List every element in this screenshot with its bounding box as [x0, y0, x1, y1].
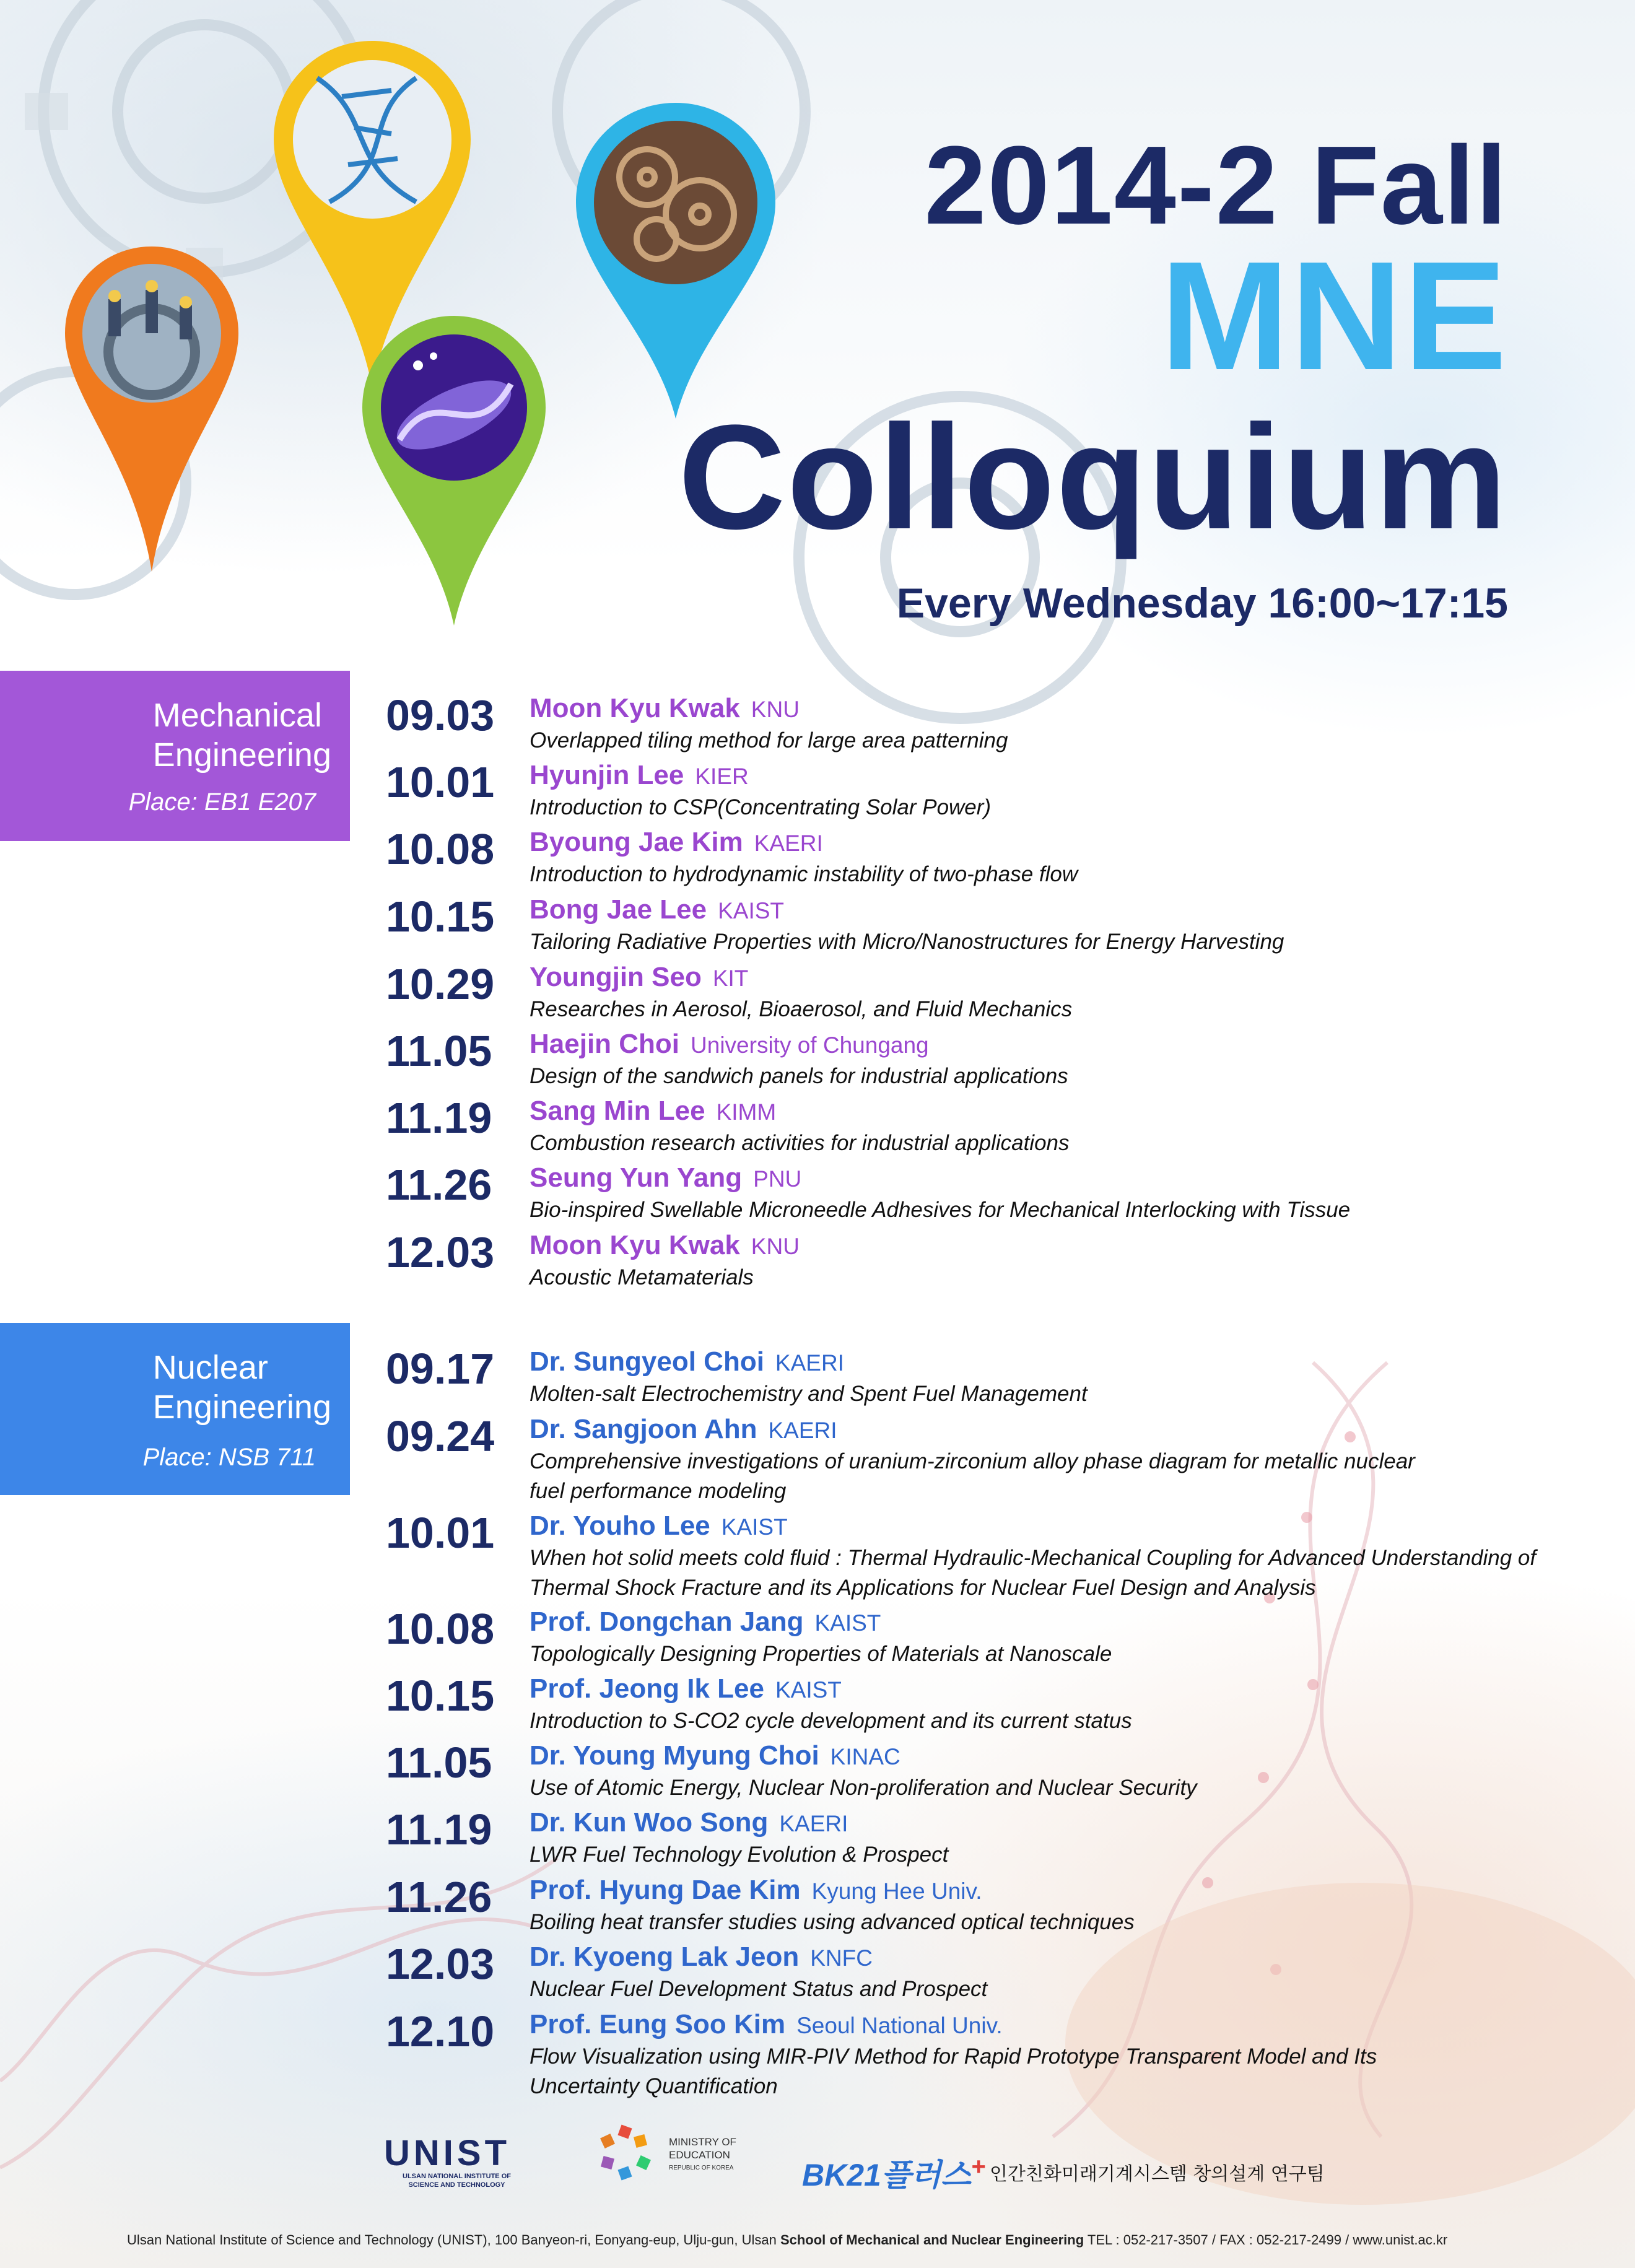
- talk-topic: Molten-salt Electrochemistry and Spent Fuel Management: [530, 1382, 1088, 1406]
- talk-topic: LWR Fuel Technology Evolution & Prospect: [530, 1843, 949, 1867]
- entry-date: 11.26: [386, 1161, 492, 1209]
- moe-line2: EDUCATION: [669, 2149, 730, 2161]
- mechanical-section-label: [0, 671, 350, 841]
- speaker-name: Dr. Young Myung Choi: [530, 1740, 819, 1771]
- entry-date: 10.15: [386, 1672, 495, 1720]
- talk-topic: Researches in Aerosol, Bioaerosol, and Fluid Mechanics: [530, 997, 1073, 1021]
- talk-topic: Overlapped tiling method for large area patterning: [530, 728, 1008, 752]
- entry-date: 10.29: [386, 960, 495, 1008]
- speaker-affiliation: KAERI: [779, 1811, 848, 1836]
- title-colloquium: Colloquium: [678, 394, 1508, 560]
- speaker-name: Haejin Choi: [530, 1029, 680, 1059]
- speaker-affiliation: KAIST: [814, 1610, 881, 1636]
- talk-topic: Introduction to hydrodynamic instability of two-phase flow: [530, 862, 1078, 886]
- speaker-name: Prof. Dongchan Jang: [530, 1607, 804, 1637]
- bk21-logo: [802, 2150, 985, 2195]
- speaker-name: Sang Min Lee: [530, 1096, 705, 1126]
- talk-topic: Topologically Designing Properties of Materials at Nanoscale: [530, 1642, 1112, 1666]
- moe-line1: MINISTRY OF: [669, 2136, 736, 2148]
- talk-topic: Nuclear Fuel Development Status and Prospect: [530, 1977, 988, 2001]
- title-year-term: 2014-2 Fall: [924, 123, 1508, 248]
- talk-topic: Acoustic Metamaterials: [530, 1265, 754, 1289]
- footer: [127, 2232, 1447, 2248]
- entry-date: 11.05: [386, 1027, 492, 1075]
- moe-sub: REPUBLIC OF KOREA: [669, 2165, 734, 2171]
- speaker-name: Prof. Jeong Ik Lee: [530, 1673, 764, 1704]
- footer-address: Ulsan National Institute of Science and Technology (UNIST), 100 Banyeon-ri, Eonyang-eup, Ulju-gun, Ulsan: [127, 2232, 780, 2248]
- speaker-affiliation: KIT: [712, 966, 749, 991]
- unist-logo: [384, 2135, 530, 2189]
- speaker-affiliation: Kyung Hee Univ.: [811, 1878, 982, 1904]
- pin-blue: [576, 103, 775, 419]
- speaker-affiliation: University of Chungang: [691, 1032, 929, 1058]
- mechanical-place: Place: EB1 E207: [128, 788, 316, 816]
- bk21-plus-icon: +: [970, 2153, 986, 2181]
- speaker-affiliation: KAERI: [754, 831, 823, 856]
- speaker-affiliation: PNU: [753, 1166, 802, 1192]
- speaker-affiliation: KAIST: [721, 1514, 788, 1540]
- talk-topic: Introduction to S-CO2 cycle development and its current status: [530, 1709, 1132, 1733]
- entry-date: 10.01: [386, 1509, 495, 1557]
- entry-date: 12.03: [386, 1228, 495, 1276]
- speaker-name: Youngjin Seo: [530, 962, 702, 992]
- speaker-affiliation: KAERI: [768, 1418, 837, 1443]
- speaker-name: Dr. Kyoeng Lak Jeon: [530, 1942, 800, 1972]
- speaker-name: Moon Kyu Kwak: [530, 693, 740, 723]
- mechanical-label-line2: Engineering: [152, 736, 331, 774]
- unist-wordmark: UNIST: [384, 2133, 510, 2173]
- title-mne: MNE: [1160, 229, 1508, 402]
- nuclear-section-label: [0, 1323, 350, 1495]
- pin-orange: [65, 246, 238, 572]
- entry-date: 10.08: [386, 1605, 495, 1653]
- footer-contact: TEL : 052-217-3507 / FAX : 052-217-2499 / www.unist.ac.kr: [1084, 2232, 1448, 2248]
- bk21-wordmark: BK21플러스: [802, 2158, 971, 2192]
- talk-topic: When hot solid meets cold fluid : Thermal Hydraulic-Mechanical Coupling for Advanced Understanding of Thermal Shock Fracture and its Applications for Nuclear Fuel Design and Analysis: [530, 1546, 1537, 1600]
- talk-topic: Use of Atomic Energy, Nuclear Non-proliferation and Nuclear Security: [530, 1776, 1197, 1800]
- entry-date: 09.24: [386, 1412, 495, 1460]
- entry-date: 11.19: [386, 1094, 492, 1142]
- ministry-of-education-logo: [595, 2123, 768, 2185]
- speaker-name: Seung Yun Yang: [530, 1162, 743, 1193]
- speaker-name: Dr. Kun Woo Song: [530, 1807, 769, 1838]
- speaker-name: Prof. Eung Soo Kim: [530, 2009, 786, 2039]
- entry-date: 09.03: [386, 691, 495, 739]
- schedule-text: Every Wednesday 16:00~17:15: [896, 580, 1508, 627]
- unist-subtitle-line1: ULSAN NATIONAL INSTITUTE OF: [403, 2173, 511, 2180]
- speaker-name: Dr. Sungyeol Choi: [530, 1346, 764, 1377]
- entry-date: 10.01: [386, 758, 495, 806]
- entry-date: 11.19: [386, 1805, 492, 1854]
- entry-date: 11.05: [386, 1738, 492, 1787]
- ministry-emblem-icon: [595, 2123, 660, 2185]
- speaker-affiliation: Seoul National Univ.: [796, 2013, 1003, 2038]
- speaker-affiliation: KAERI: [775, 1350, 844, 1376]
- speaker-name: Prof. Hyung Dae Kim: [530, 1875, 801, 1905]
- lab-name: 인간친화미래기계시스템 창의설계 연구팀: [990, 2163, 1325, 2185]
- talk-topic: Comprehensive investigations of uranium-zirconium alloy phase diagram for metallic nuclear fuel performance modeling: [530, 1449, 1415, 1503]
- talk-topic: Boiling heat transfer studies using advanced optical techniques: [530, 1910, 1135, 1934]
- talk-topic: Flow Visualization using MIR-PIV Method for Rapid Prototype Transparent Model and Its Uncertainty Quantification: [530, 2044, 1377, 2098]
- talk-topic: Bio-inspired Swellable Microneedle Adhesives for Mechanical Interlocking with Tissue: [530, 1198, 1351, 1222]
- speaker-affiliation: KAIST: [775, 1677, 842, 1703]
- nuclear-place: Place: NSB 711: [142, 1444, 316, 1471]
- speaker-name: Dr. Youho Lee: [530, 1511, 710, 1541]
- entry-date: 12.10: [386, 2007, 495, 2056]
- pin-green: [362, 316, 546, 626]
- speaker-name: Dr. Sangjoon Ahn: [530, 1414, 757, 1444]
- speaker-name: Bong Jae Lee: [530, 894, 707, 925]
- nuclear-label-line1: Nuclear: [152, 1349, 268, 1386]
- nuclear-label-line2: Engineering: [152, 1389, 331, 1426]
- speaker-affiliation: KIMM: [716, 1099, 777, 1125]
- entry-date: 10.15: [386, 892, 495, 941]
- talk-topic: Combustion research activities for industrial applications: [530, 1131, 1070, 1155]
- talk-topic: Tailoring Radiative Properties with Micro/Nanostructures for Energy Harvesting: [530, 930, 1284, 954]
- unist-subtitle-line2: SCIENCE AND TECHNOLOGY: [408, 2181, 505, 2189]
- speaker-affiliation: KIER: [695, 764, 749, 789]
- speaker-name: Hyunjin Lee: [530, 760, 684, 790]
- mechanical-label-line1: Mechanical: [152, 697, 322, 734]
- speaker-affiliation: KNFC: [810, 1945, 873, 1971]
- speaker-name: Moon Kyu Kwak: [530, 1230, 740, 1260]
- talk-topic: Introduction to CSP(Concentrating Solar Power): [530, 795, 992, 819]
- speaker-affiliation: KNU: [751, 697, 800, 722]
- speaker-affiliation: KAIST: [718, 898, 785, 923]
- speaker-affiliation: KNU: [751, 1234, 800, 1259]
- entry-date: 12.03: [386, 1940, 495, 1988]
- entry-date: 10.08: [386, 825, 495, 873]
- footer-school: School of Mechanical and Nuclear Engineering: [780, 2232, 1084, 2248]
- speaker-affiliation: KINAC: [830, 1744, 900, 1769]
- entry-date: 09.17: [386, 1345, 495, 1393]
- entry-date: 11.26: [386, 1873, 492, 1921]
- speaker-name: Byoung Jae Kim: [530, 827, 743, 857]
- talk-topic: Design of the sandwich panels for industrial applications: [530, 1064, 1068, 1088]
